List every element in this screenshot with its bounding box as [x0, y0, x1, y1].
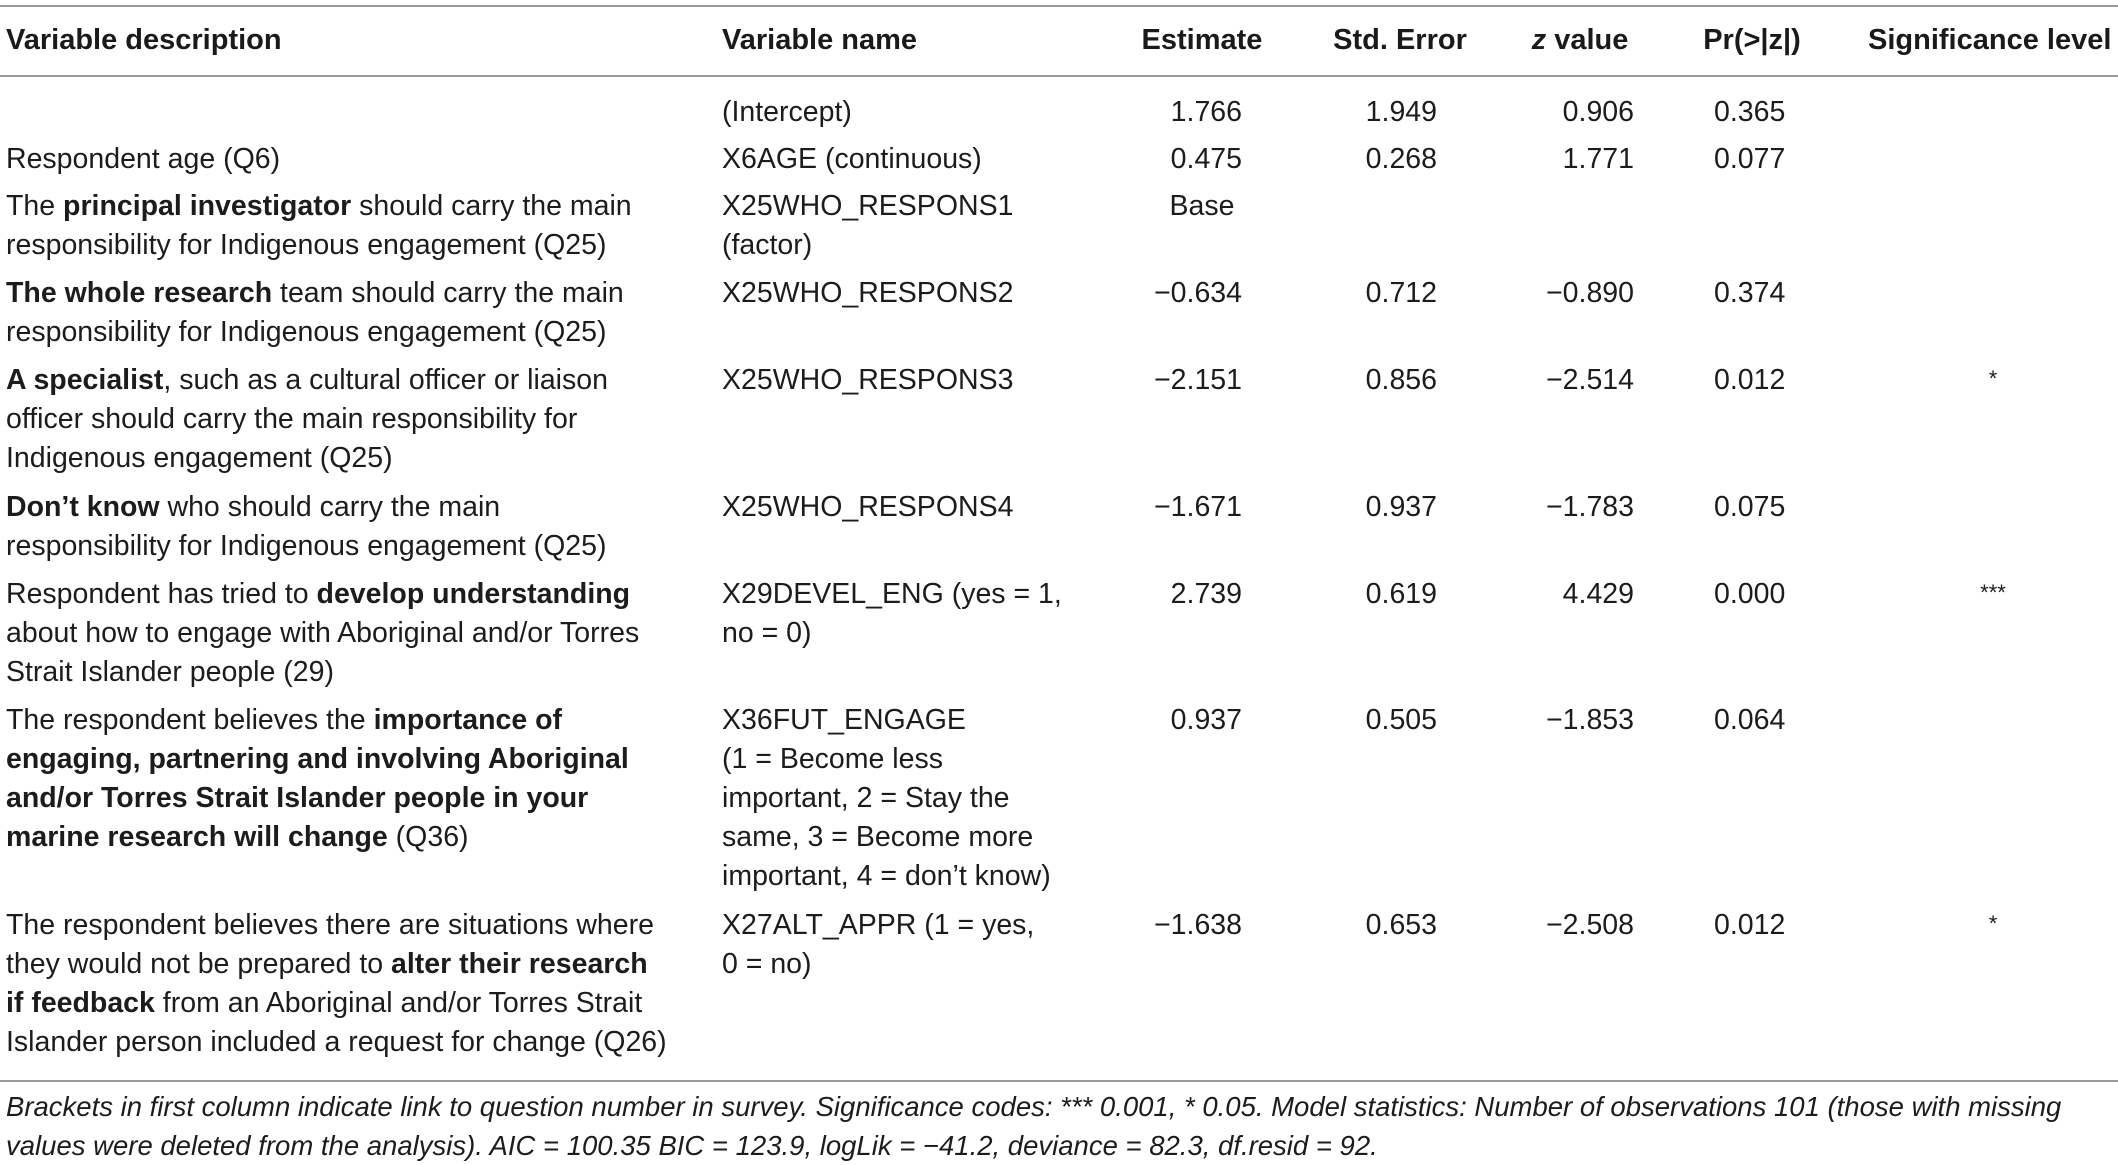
- std-error-value: 0.856: [1365, 364, 1437, 396]
- variable-description: Respondent age (Q6): [6, 143, 281, 175]
- std-error-value: 0.712: [1365, 277, 1437, 309]
- z-value: 4.429: [1562, 578, 1634, 610]
- variable-description-line: Indigenous engagement (Q25): [6, 442, 393, 474]
- z-value: −0.890: [1546, 277, 1634, 309]
- variable-description-line: officer should carry the main responsibility for: [6, 403, 578, 435]
- variable-name-line: important, 2 = Stay the: [722, 782, 1010, 814]
- header-std-error: Std. Error: [1333, 24, 1467, 56]
- estimate-value: −2.151: [1154, 364, 1242, 396]
- variable-name-line: 0 = no): [722, 948, 812, 980]
- estimate-value: −0.634: [1154, 277, 1242, 309]
- significance-marker: *: [1988, 911, 1998, 936]
- variable-name: X25WHO_RESPONS2: [722, 277, 1014, 309]
- estimate-value: 0.475: [1170, 143, 1242, 175]
- header-significance-level: Significance level: [1868, 24, 2112, 56]
- header-p-value: Pr(>|z|): [1703, 24, 1801, 56]
- p-value: 0.064: [1714, 704, 1786, 736]
- variable-description-line: Strait Islander people (29): [6, 656, 334, 688]
- variable-name: X6AGE (continuous): [722, 143, 982, 175]
- p-value: 0.012: [1714, 364, 1786, 396]
- variable-description-line: about how to engage with Aboriginal and/or Torres: [6, 617, 640, 649]
- estimate-value: 0.937: [1170, 704, 1242, 736]
- variable-description: The whole research team should carry the main: [6, 277, 624, 309]
- variable-name-line: (1 = Become less: [722, 743, 943, 775]
- z-value: −1.783: [1546, 491, 1634, 523]
- p-value: 0.077: [1714, 143, 1786, 175]
- p-value: 0.365: [1714, 96, 1786, 128]
- std-error-value: 0.937: [1365, 491, 1437, 523]
- header-z-value: z value: [1531, 24, 1629, 56]
- variable-name: X25WHO_RESPONS4: [722, 491, 1014, 523]
- z-value: −1.853: [1546, 704, 1634, 736]
- p-value: 0.075: [1714, 491, 1786, 523]
- variable-name-line: (factor): [722, 229, 813, 261]
- z-value: −2.508: [1546, 909, 1634, 941]
- z-value: −2.514: [1546, 364, 1634, 396]
- variable-description-line: and/or Torres Strait Islander people in your: [6, 782, 589, 814]
- std-error-value: 0.505: [1365, 704, 1437, 736]
- variable-description-line: responsibility for Indigenous engagement (Q25): [6, 229, 607, 261]
- variable-description-line: if feedback from an Aboriginal and/or Torres Strait: [6, 987, 643, 1019]
- estimate-value: −1.671: [1154, 491, 1242, 523]
- variable-description-line: Islander person included a request for change (Q26): [6, 1026, 667, 1058]
- variable-name: X36FUT_ENGAGE: [722, 704, 966, 736]
- variable-name: X27ALT_APPR (1 = yes,: [722, 909, 1035, 941]
- table-bottom-rule: [0, 1080, 2118, 1082]
- variable-name: (Intercept): [722, 96, 852, 128]
- estimate-value: Base: [1169, 190, 1235, 222]
- variable-description: Respondent has tried to develop understanding: [6, 578, 631, 610]
- table-top-rule: [0, 5, 2118, 7]
- std-error-value: 0.653: [1365, 909, 1437, 941]
- estimate-value: 2.739: [1170, 578, 1242, 610]
- variable-description-line: they would not be prepared to alter their research: [6, 948, 648, 980]
- std-error-value: 1.949: [1365, 96, 1437, 128]
- z-value: 0.906: [1562, 96, 1634, 128]
- variable-name-line: same, 3 = Become more: [722, 821, 1034, 853]
- variable-name-line: no = 0): [722, 617, 812, 649]
- estimate-value: −1.638: [1154, 909, 1242, 941]
- variable-description-line: engaging, partnering and involving Aboriginal: [6, 743, 629, 775]
- p-value: 0.374: [1714, 277, 1786, 309]
- header-variable-description: Variable description: [6, 24, 282, 56]
- variable-description: A specialist, such as a cultural officer or liaison: [6, 364, 608, 396]
- header-variable-name: Variable name: [722, 24, 918, 56]
- estimate-value: 1.766: [1170, 96, 1242, 128]
- footnote-line: Brackets in first column indicate link to question number in survey. Significance codes: *** 0.001, * 0.05. Model statistics: Number of observations 101 (those with missing: [6, 1091, 2062, 1122]
- significance-marker: *: [1988, 366, 1998, 391]
- variable-name: X25WHO_RESPONS3: [722, 364, 1014, 396]
- significance-marker: ***: [1980, 580, 2006, 605]
- footnote-line: values were deleted from the analysis). AIC = 100.35 BIC = 123.9, logLik = −41.2, deviance = 82.3, df.resid = 92.: [6, 1130, 1378, 1161]
- std-error-value: 0.268: [1365, 143, 1437, 175]
- variable-description-line: marine research will change (Q36): [6, 821, 469, 853]
- variable-description: The respondent believes the importance of: [6, 704, 563, 736]
- variable-description-line: responsibility for Indigenous engagement (Q25): [6, 316, 607, 348]
- std-error-value: 0.619: [1365, 578, 1437, 610]
- variable-name: X29DEVEL_ENG (yes = 1,: [722, 578, 1062, 610]
- variable-name-line: important, 4 = don’t know): [722, 860, 1051, 892]
- p-value: 0.000: [1714, 578, 1786, 610]
- header-estimate: Estimate: [1141, 24, 1263, 56]
- variable-name: X25WHO_RESPONS1: [722, 190, 1014, 222]
- variable-description: Don’t know who should carry the main: [6, 491, 501, 523]
- variable-description: The respondent believes there are situations where: [6, 909, 654, 941]
- z-value: 1.771: [1562, 143, 1634, 175]
- variable-description: The principal investigator should carry the main: [6, 190, 632, 222]
- p-value: 0.012: [1714, 909, 1786, 941]
- header-rule: [0, 75, 2118, 77]
- variable-description-line: responsibility for Indigenous engagement (Q25): [6, 530, 607, 562]
